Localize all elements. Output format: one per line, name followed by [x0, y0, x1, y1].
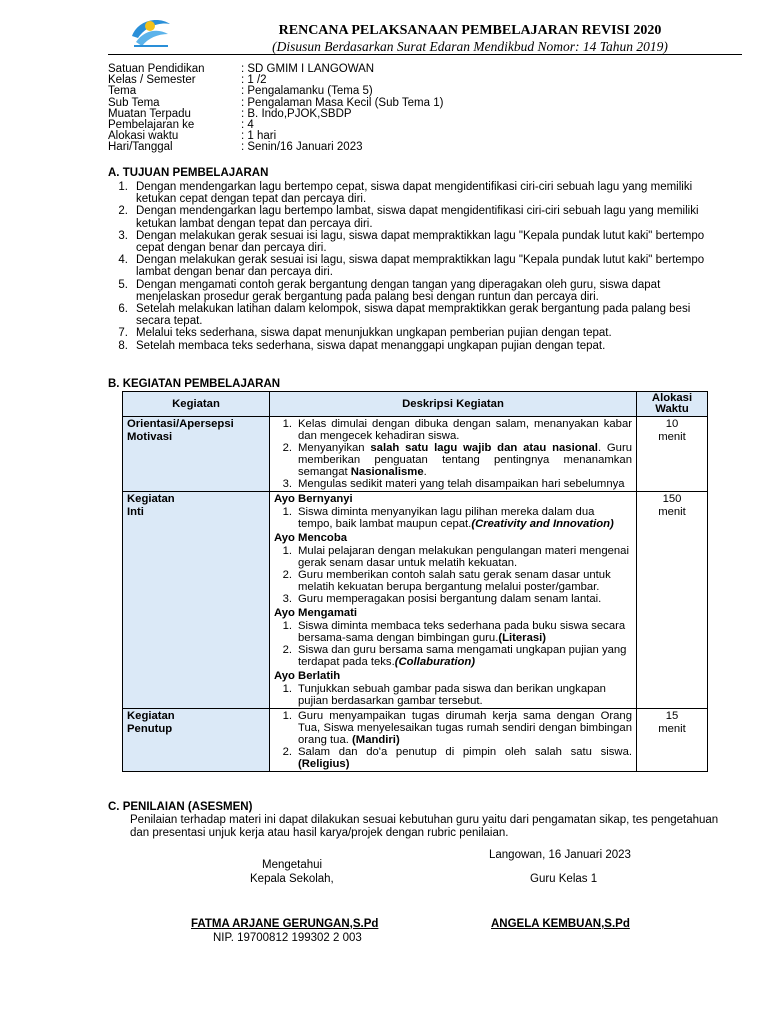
- objective-item: [108, 303, 708, 327]
- identity-value: : B. Indo,PJOK,SBDP: [241, 107, 352, 120]
- identity-key: Muatan Terpadu: [108, 107, 191, 120]
- item-number: 4.: [118, 254, 128, 267]
- list-item: [274, 418, 632, 442]
- objectives-heading: A. TUJUAN PEMBELAJARAN: [108, 167, 269, 179]
- item-text: Kelas dimulai dengan dibuka dengan salam, menanyakan kabar dan mengecek kehadiran siswa.: [298, 418, 632, 442]
- identity-row: [108, 64, 708, 75]
- activity-label: [123, 417, 270, 492]
- item-number: 2.: [282, 569, 292, 581]
- activity-label-line: Kegiatan: [127, 493, 175, 505]
- objective-item: [108, 340, 708, 352]
- item-text: [298, 746, 632, 770]
- time-value: 150: [662, 493, 682, 505]
- activity-time: [637, 417, 708, 492]
- item-text: [298, 506, 632, 530]
- objective-item: [108, 279, 708, 303]
- assessment-heading: C. PENILAIAN (ASESMEN): [108, 801, 253, 813]
- identity-key: Sub Tema: [108, 96, 160, 109]
- item-number: 1.: [282, 506, 292, 518]
- activity-label-line: Motivasi: [127, 431, 173, 443]
- item-text: Dengan mendengarkan lagu bertempo lambat, siswa dapat mengidentifikasi ciri-ciri sebuah lagu yang memiliki ketukan lambat dengan tepat dan percaya diri.: [136, 205, 699, 230]
- time-unit: menit: [658, 506, 686, 518]
- bold-text: (Mandiri): [352, 734, 400, 746]
- list-item: [274, 478, 632, 490]
- document-header: [200, 22, 740, 55]
- item-number: 5.: [118, 278, 128, 291]
- identity-value: : Pengalaman Masa Kecil (Sub Tema 1): [241, 96, 444, 109]
- table-row: [123, 417, 708, 492]
- identity-key: Satuan Pendidikan: [108, 63, 205, 75]
- time-unit: menit: [658, 431, 686, 443]
- teacher-title: Guru Kelas 1: [530, 873, 598, 885]
- text-run: Siswa diminta membaca teks sederhana pada buku siswa secara bersama-sama dengan bimbingan guru.: [298, 620, 626, 644]
- item-text: Setelah melakukan latihan dalam kelompok, siswa dapat mempraktikkan gerak bergantung pada palang besi secara tepat.: [136, 303, 691, 328]
- item-number: 2.: [282, 644, 292, 656]
- identity-value: : SD GMIM I LANGOWAN: [241, 63, 375, 75]
- tut-wuri-handayani-logo: [128, 14, 174, 50]
- text-run: Menyanyikan: [298, 442, 371, 454]
- identity-key: Tema: [108, 85, 137, 98]
- text-run: Siswa dan guru bersama sama mengamati ungkapan pujian yang terdapat pada teks.: [298, 644, 627, 668]
- item-text: [298, 644, 632, 668]
- bold-italic-text: (Collaburation): [394, 656, 476, 668]
- item-number: 1.: [282, 545, 292, 557]
- list-item: [274, 710, 632, 746]
- item-text: [298, 442, 632, 478]
- table-row: [123, 492, 708, 709]
- text-run: Salam dan do'a penutup di pimpin oleh salah satu siswa.: [298, 746, 632, 758]
- activity-time: [637, 492, 708, 709]
- assessment-section: [108, 801, 728, 839]
- item-number: 1.: [282, 710, 292, 722]
- item-text: Tunjukkan sebuah gambar pada siswa dan berikan ungkapan pujian berdasarkan gambar tersebut.: [298, 683, 606, 707]
- item-text: Guru memberikan contoh salah satu gerak senam dasar untuk melatih kekuatan berupa bergantung melalui poster/gambar.: [298, 569, 611, 593]
- identity-value: : Pengalamanku (Tema 5): [241, 85, 373, 98]
- table-header-row: [123, 392, 708, 417]
- identity-key: Kelas / Semester: [108, 74, 196, 87]
- item-number: 3.: [282, 478, 292, 490]
- objective-item: [108, 205, 708, 229]
- identity-value: : 4: [241, 118, 254, 131]
- item-number: 7.: [118, 327, 128, 340]
- activity-label: [123, 492, 270, 709]
- list-item: [274, 683, 632, 707]
- item-number: 2.: [282, 746, 292, 758]
- list-item: [274, 593, 632, 605]
- column-header-description: Deskripsi Kegiatan: [270, 392, 637, 417]
- objective-item: [108, 181, 708, 205]
- item-text: Dengan mendengarkan lagu bertempo cepat, siswa dapat mengidentifikasi ciri-ciri sebuah lagu yang memiliki ketukan cepat dengan tepat dan percaya diri.: [136, 181, 693, 206]
- identity-key: Pembelajaran ke: [108, 118, 195, 131]
- item-number: 2.: [118, 205, 128, 218]
- identity-block: [108, 64, 708, 154]
- list-item: [274, 620, 632, 644]
- objectives-list: [108, 181, 708, 352]
- bold-text: salah satu lagu wajib dan atau nasional: [370, 442, 598, 454]
- time-unit: menit: [658, 723, 686, 735]
- subsection-heading: Ayo Mencoba: [274, 532, 348, 544]
- bold-text: Nasionalisme: [350, 466, 424, 478]
- item-text: Mulai pelajaran dengan melakukan pengulangan materi mengenai gerak senam dasar untuk melatih kekuatan.: [298, 545, 629, 569]
- item-text: Melalui teks sederhana, siswa dapat menunjukkan ungkapan pemberian pujian dengan tepat.: [136, 327, 612, 340]
- item-number: 8.: [118, 339, 128, 352]
- item-number: 1.: [282, 683, 292, 695]
- item-text: Setelah membaca teks sederhana, siswa dapat menanggapi ungkapan pujian dengan tepat.: [136, 339, 606, 352]
- activity-description: [270, 492, 637, 709]
- place-date: Langowan, 16 Januari 2023: [489, 849, 631, 861]
- bold-text: (Religius): [298, 758, 350, 770]
- bold-text: (Literasi): [498, 632, 547, 644]
- principal-title: Kepala Sekolah,: [250, 873, 334, 885]
- identity-row: [108, 109, 708, 120]
- text-run: Siswa diminta menyanyikan lagu pilihan mereka dalam dua tempo, baik lambat maupun cepat.: [298, 506, 595, 530]
- activities-heading: B. KEGIATAN PEMBELAJARAN: [108, 378, 281, 390]
- item-number: 1.: [282, 418, 292, 430]
- time-value: 15: [665, 710, 679, 722]
- text-run: Guru menyampaikan tugas dirumah kerja sama dengan Orang Tua, Siswa menyelesaikan tugas rumah sendiri dengan bimbingan orang tua.: [298, 710, 632, 746]
- identity-key: Alokasi waktu: [108, 130, 179, 143]
- objectives-section: [108, 167, 708, 352]
- item-number: 3.: [118, 229, 128, 242]
- identity-value: : Senin/16 Januari 2023: [241, 141, 363, 154]
- subsection-heading: Ayo Bernyanyi: [274, 493, 353, 505]
- identity-row: [108, 98, 708, 109]
- acknowledgement-label: Mengetahui: [262, 859, 323, 871]
- activity-description: [270, 417, 637, 492]
- principal-nip: NIP. 19700812 199302 2 003: [213, 932, 362, 944]
- item-text: Mengulas sedikit materi yang telah disampaikan hari sebelumnya: [298, 478, 625, 490]
- header-divider: [108, 54, 742, 55]
- column-header-time: Alokasi Waktu: [637, 392, 708, 417]
- objective-item: [108, 230, 708, 254]
- assessment-text: Penilaian terhadap materi ini dapat dilakukan sesuai kebutuhan guru yaitu dari pengamatan sikap, tes pengetahuan dan presentasi unjuk kerja atau hasil karya/projek dengan rubric penilaian.: [130, 814, 719, 839]
- activity-description: [270, 709, 637, 772]
- item-number: 6.: [118, 303, 128, 316]
- list-item: [274, 569, 632, 593]
- item-text: Dengan melakukan gerak sesuai isi lagu, siswa dapat mempraktikkan lagu "Kepala pundak lutut kaki" bertempo cepat dengan benar dan percaya diri.: [136, 229, 705, 255]
- teacher-name: ANGELA KEMBUAN,S.Pd: [491, 918, 630, 930]
- time-value: 10: [665, 418, 679, 430]
- objective-item: [108, 254, 708, 278]
- identity-row: [108, 142, 708, 153]
- activity-label-line: Orientasi/Apersepsi: [127, 418, 234, 430]
- item-text: Dengan melakukan gerak sesuai isi lagu, siswa dapat mempraktikkan lagu "Kepala pundak lutut kaki" bertempo lambat dengan benar dan percaya diri.: [136, 254, 705, 279]
- bold-italic-text: (Creativity and Innovation): [471, 518, 614, 530]
- list-item: [274, 545, 632, 569]
- activity-label-line: Penutup: [127, 723, 173, 735]
- activity-label-line: Inti: [127, 506, 144, 518]
- item-number: 2.: [282, 442, 292, 454]
- subsection-heading: Ayo Mengamati: [274, 607, 358, 619]
- text-run: . Guru memberikan penguatan tentang pentingnya menanamkan semangat: [298, 442, 632, 478]
- item-number: 1.: [282, 620, 292, 632]
- identity-row: [108, 75, 708, 86]
- objective-item: [108, 327, 708, 339]
- activity-time: [637, 709, 708, 772]
- item-number: 1.: [118, 181, 128, 193]
- list-item: [274, 746, 632, 770]
- list-item: [274, 644, 632, 668]
- list-item: [274, 442, 632, 478]
- activity-label-line: Kegiatan: [127, 710, 175, 722]
- identity-row: [108, 86, 708, 97]
- activities-table: [122, 391, 708, 772]
- document-subtitle: (Disusun Berdasarkan Surat Edaran Mendikbud Nomor: 14 Tahun 2019): [272, 39, 668, 54]
- column-header-activity: Kegiatan: [123, 392, 270, 417]
- activity-label: [123, 709, 270, 772]
- identity-row: [108, 120, 708, 131]
- identity-value: : 1 hari: [241, 130, 277, 143]
- subsection-heading: Ayo Berlatih: [274, 670, 341, 682]
- identity-value: : 1 /2: [241, 74, 267, 87]
- item-text: [298, 620, 632, 644]
- principal-name: FATMA ARJANE GERUNGAN,S.Pd: [191, 918, 379, 930]
- table-row: [123, 709, 708, 772]
- item-text: Dengan mengamati contoh gerak bergantung dengan tangan yang diperagakan oleh guru, siswa dapat menjelaskan prosedur gerak bergantung pada palang besi dengan runtun dan percaya diri.: [136, 278, 661, 303]
- item-text: Guru memperagakan posisi bergantung dalam senam lantai.: [298, 593, 602, 605]
- text-run: .: [423, 466, 427, 478]
- document-title: RENCANA PELAKSANAAN PEMBELAJARAN REVISI 2020: [278, 23, 662, 38]
- item-number: 3.: [282, 593, 292, 605]
- list-item: [274, 506, 632, 530]
- item-text: [298, 710, 632, 746]
- identity-row: [108, 131, 708, 142]
- identity-key: Hari/Tanggal: [108, 141, 173, 154]
